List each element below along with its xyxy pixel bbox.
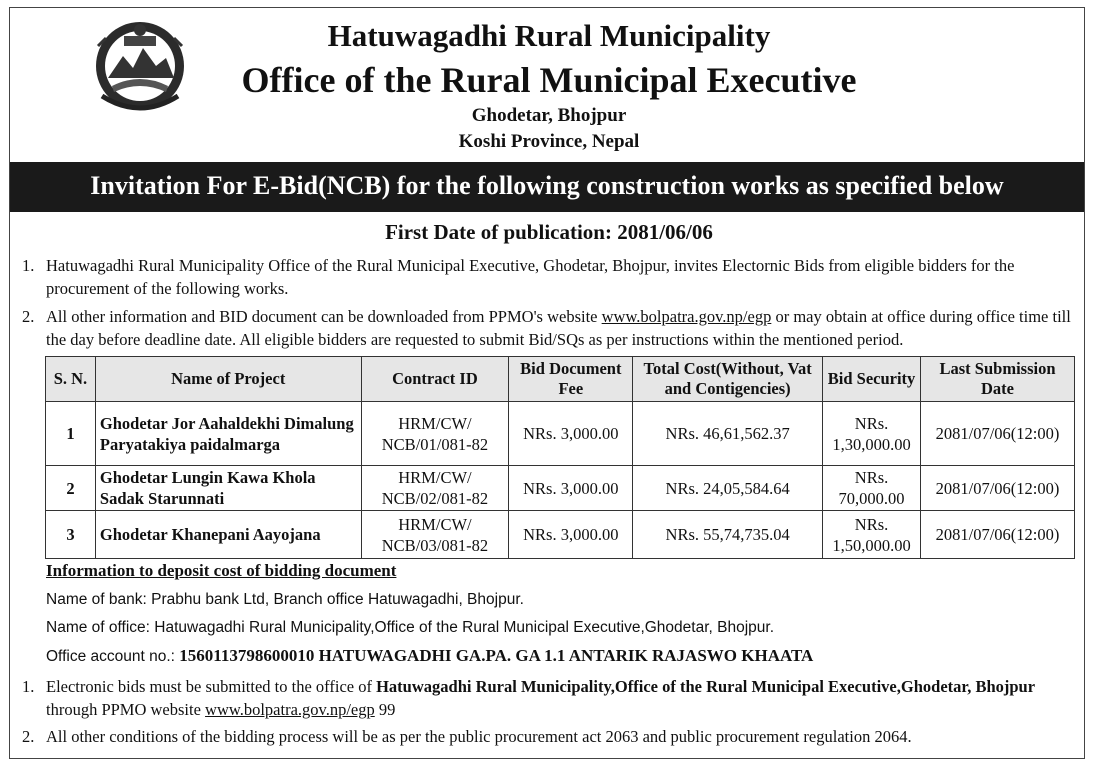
paragraph-1	[22, 254, 1076, 300]
cell-security: NRs. 1,30,000.00	[823, 402, 921, 466]
cell-deadline: 2081/07/06(12:00)	[921, 402, 1075, 466]
cell-cost: NRs. 46,61,562.37	[633, 402, 823, 466]
header-deadline: Last Submission Date	[921, 357, 1075, 402]
header-contract: Contract ID	[361, 357, 509, 402]
ppmo-link[interactable]: www.bolpatra.gov.np/egp	[601, 307, 772, 326]
cell-project: Ghodetar Jor Aahaldekhi Dimalung Paryatakiya paidalmarga	[95, 402, 361, 466]
paragraph-number: 1.	[22, 677, 35, 696]
municipality-title: Hatuwagadhi Rural Municipality	[327, 18, 771, 53]
bids-table	[45, 356, 1075, 559]
paragraph-text-start: All other information and BID document can be downloaded from PPMO's website	[46, 307, 602, 326]
cell-security: NRs. 1,50,000.00	[823, 511, 921, 559]
cell-contract: HRM/CW/ NCB/03/081-82	[361, 511, 509, 559]
paragraph-number: 2.	[22, 727, 35, 746]
submission-office: Hatuwagadhi Rural Municipality,Office of the Rural Municipal Executive,Ghodetar, Bhojpur	[376, 677, 1036, 696]
invitation-banner: Invitation For E-Bid(NCB) for the following construction works as specified below	[10, 162, 1084, 212]
table-row	[46, 466, 1075, 511]
paragraph-text-end: 99	[374, 700, 396, 719]
paragraph-text-mid: through PPMO website	[46, 700, 206, 719]
paragraph-number: 2.	[22, 307, 35, 326]
bank-name: Name of bank: Prabhu bank Ltd, Branch office Hatuwagadhi, Bhojpur.	[46, 591, 524, 608]
ppmo-link[interactable]: www.bolpatra.gov.np/egp	[205, 700, 375, 719]
paragraph-text: Hatuwagadhi Rural Municipality Office of the Rural Municipal Executive, Ghodetar, Bhojpur, invites Electornic Bids from eligible bidders for the procurement of the following works.	[46, 256, 1015, 298]
cell-fee: NRs. 3,000.00	[509, 466, 633, 511]
cell-deadline: 2081/07/06(12:00)	[921, 511, 1075, 559]
table-row	[46, 511, 1075, 559]
paragraph-text: All other conditions of the bidding process will be as per the public procurement act 2063 and public procurement regulation 2064.	[46, 727, 912, 746]
cell-contract: HRM/CW/ NCB/02/081-82	[361, 466, 509, 511]
cell-cost: NRs. 55,74,735.04	[633, 511, 823, 559]
cell-sn: 1	[46, 402, 96, 466]
cell-cost: NRs. 24,05,584.64	[633, 466, 823, 511]
publication-date: First Date of publication: 2081/06/06	[385, 220, 713, 244]
paragraph-number: 1.	[22, 256, 35, 275]
paragraph-text-end: or may obtain at office during office time till the day before deadline date. All eligible bidders are requested to submit Bid/SQs as per instructions within the mentioned period.	[46, 307, 1071, 349]
paragraph-3	[22, 675, 1076, 721]
account-label: Office account no.:	[46, 648, 180, 665]
header-fee: Bid Document Fee	[509, 357, 633, 402]
office-title: Office of the Rural Municipal Executive	[241, 60, 857, 100]
cell-fee: NRs. 3,000.00	[509, 402, 633, 466]
paragraph-4	[22, 725, 1076, 748]
account-value: 1560113798600010 HATUWAGADHI GA.PA. GA 1.1 ANTARIK RAJASWO KHAATA	[179, 646, 814, 665]
header-project: Name of Project	[95, 357, 361, 402]
table-row	[46, 402, 1075, 466]
deposit-heading: Information to deposit cost of bidding document	[46, 561, 397, 580]
office-address: Ghodetar, Bhojpur	[471, 105, 627, 126]
paragraph-text-start: Electronic bids must be submitted to the office of	[46, 677, 377, 696]
office-province: Koshi Province, Nepal	[458, 131, 640, 152]
cell-security: NRs. 70,000.00	[823, 466, 921, 511]
cell-project: Ghodetar Khanepani Aayojana	[95, 511, 361, 559]
office-name: Name of office: Hatuwagadhi Rural Municipality,Office of the Rural Municipal Executive,Ghodetar, Bhojpur.	[46, 619, 775, 636]
cell-project: Ghodetar Lungin Kawa Khola Sadak Starunnati	[95, 466, 361, 511]
cell-contract: HRM/CW/ NCB/01/081-82	[361, 402, 509, 466]
cell-deadline: 2081/07/06(12:00)	[921, 466, 1075, 511]
cell-sn: 2	[46, 466, 96, 511]
office-account	[46, 646, 813, 666]
header-security: Bid Security	[823, 357, 921, 402]
header-sn: S. N.	[46, 357, 96, 402]
paragraph-2	[22, 305, 1076, 351]
cell-sn: 3	[46, 511, 96, 559]
cell-fee: NRs. 3,000.00	[509, 511, 633, 559]
header-cost: Total Cost(Without, Vat and Contigencies)	[633, 357, 823, 402]
table-header-row	[46, 357, 1075, 402]
